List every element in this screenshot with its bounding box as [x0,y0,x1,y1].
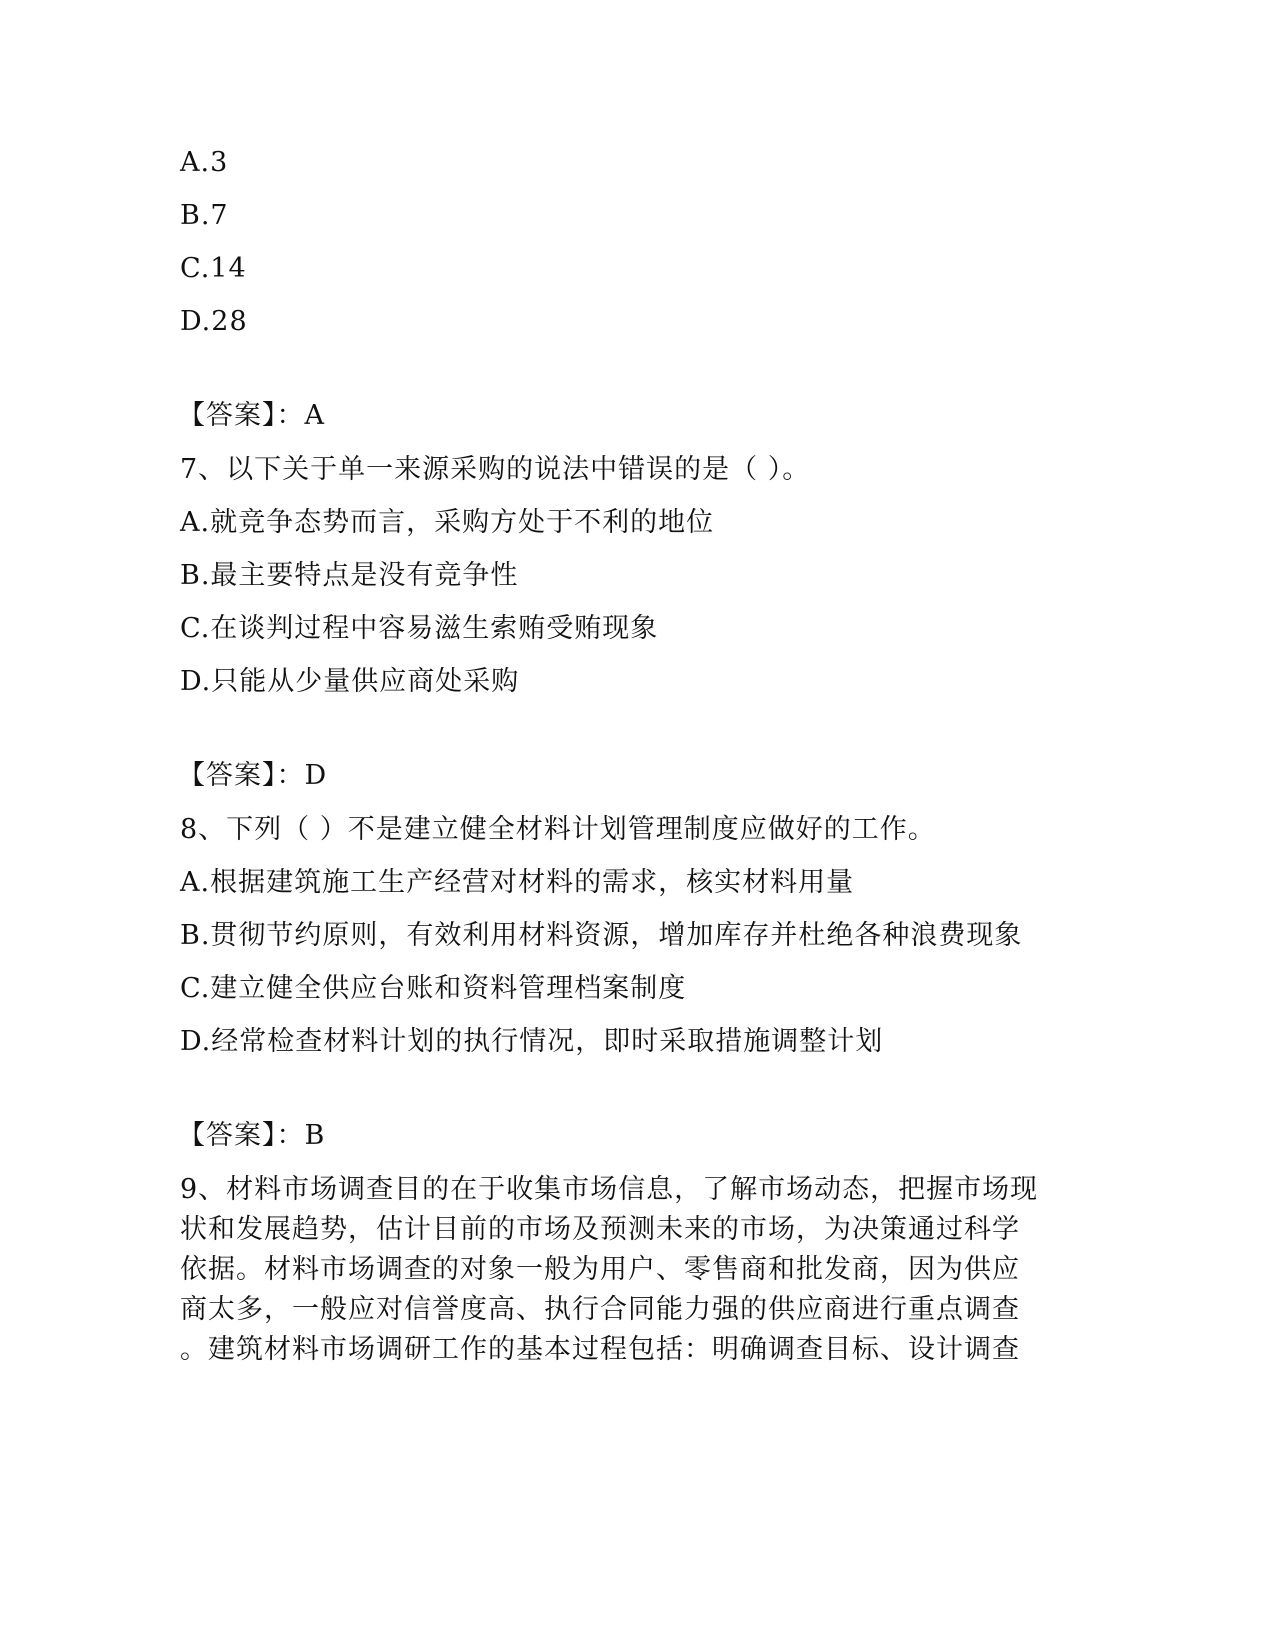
q8-option-a: A.根据建筑施工生产经营对材料的需求，核实材料用量 [180,867,855,898]
q7-answer: 【答案】：D [178,760,328,791]
q8-stem: 8、下列（ ）不是建立健全材料计划管理制度应做好的工作。 [180,814,936,845]
q9-line-4: 商太多，一般应对信誉度高、执行合同能力强的供应商进行重点调查 [180,1294,1020,1325]
q6-option-d: D.28 [180,306,248,337]
q7-option-d: D.只能从少量供应商处采购 [180,666,520,697]
q6-option-a: A.3 [180,147,229,178]
q8-option-c: C.建立健全供应台账和资料管理档案制度 [180,973,687,1004]
q7-stem: 7、以下关于单一来源采购的说法中错误的是（ ）。 [180,454,811,485]
q8-option-b: B.贯彻节约原则，有效利用材料资源，增加库存并杜绝各种浪费现象 [180,920,1023,951]
q7-option-a: A.就竞争态势而言，采购方处于不利的地位 [180,507,715,538]
q6-option-b: B.7 [180,200,229,231]
q7-option-b: B.最主要特点是没有竞争性 [180,560,519,591]
q9-line-5: 。建筑材料市场调研工作的基本过程包括：明确调查目标、设计调查 [180,1334,1020,1365]
q6-answer: 【答案】：A [178,400,325,431]
q9-line-1: 9、材料市场调查目的在于收集市场信息，了解市场动态，把握市场现 [180,1174,1039,1205]
q9-line-3: 依据。材料市场调查的对象一般为用户、零售商和批发商，因为供应 [180,1254,1020,1285]
q6-option-c: C.14 [180,253,247,284]
q8-answer: 【答案】：B [178,1120,326,1151]
q7-option-c: C.在谈判过程中容易滋生索贿受贿现象 [180,613,659,644]
q9-line-2: 状和发展趋势，估计目前的市场及预测未来的市场，为决策通过科学 [180,1214,1020,1245]
q8-option-d: D.经常检查材料计划的执行情况，即时采取措施调整计划 [180,1026,884,1057]
